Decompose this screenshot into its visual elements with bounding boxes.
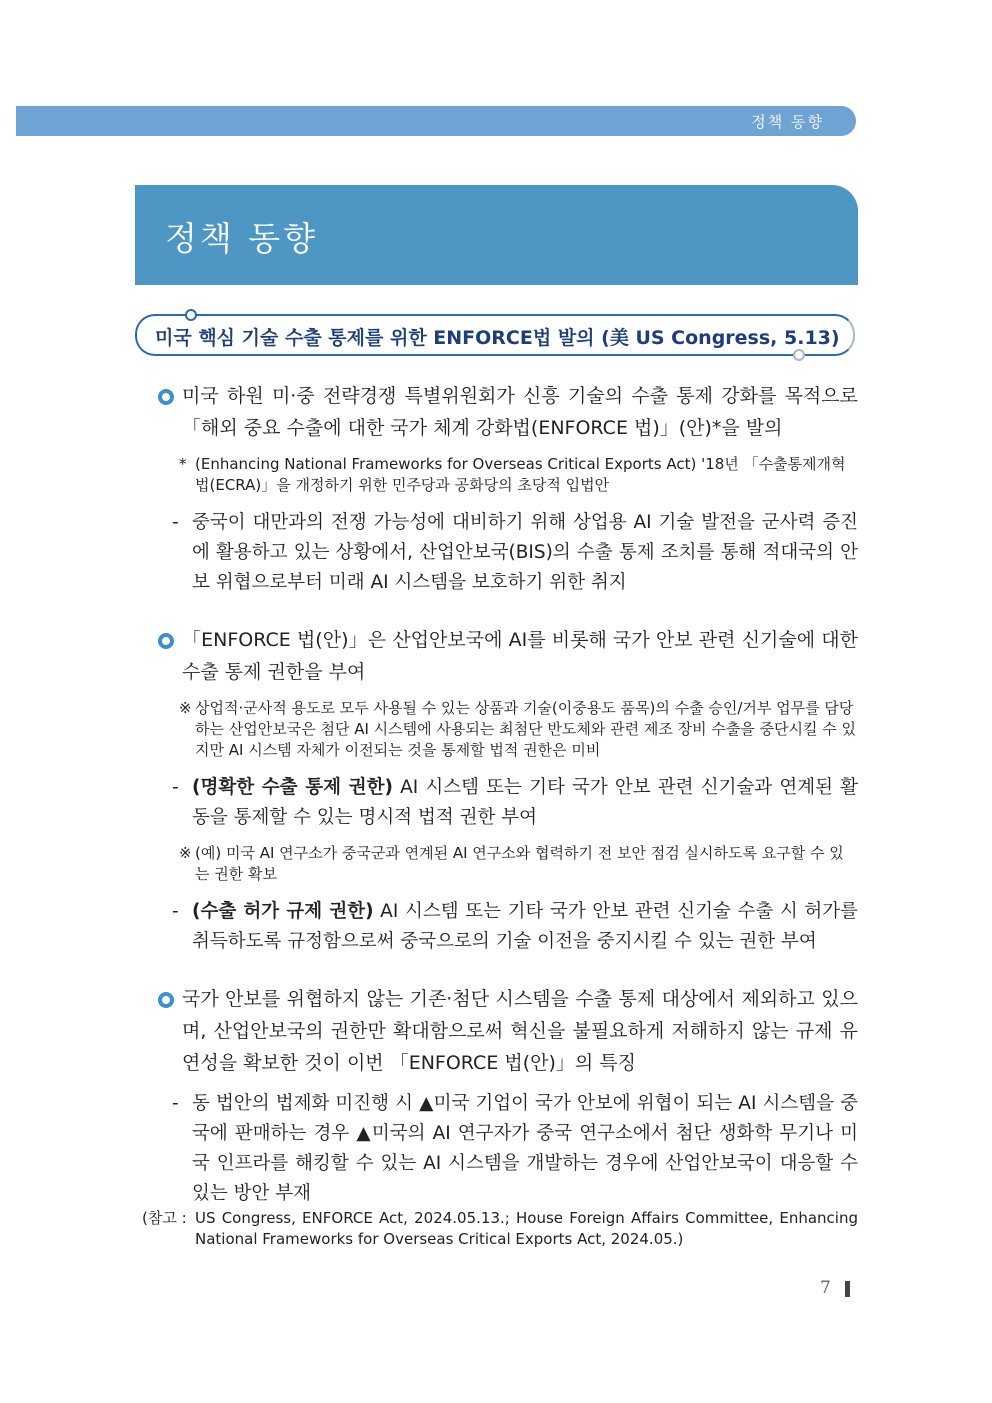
dash-mark: - <box>172 901 179 922</box>
circle-bullet-icon <box>158 389 174 405</box>
page-title: 정책 동향 <box>165 219 319 258</box>
dash-item <box>155 508 858 598</box>
page-marker-bar <box>845 1281 850 1297</box>
bullet-text: 미국 하원 미·중 전략경쟁 특별위원회가 신흥 기술의 수출 통제 강화를 목적으로 「해외 중요 수출에 대한 국가 체계 강화법(ENFORCE 법)」(안)*을 발의 <box>182 385 858 439</box>
dash-heading: (명확한 수출 통제 권한) <box>192 777 393 798</box>
footnote-text: (예) 미국 AI 연구소가 중국군과 연계된 AI 연구소와 협력하기 전 보안 점검 실시하도록 요구할 수 있는 권한 확보 <box>195 844 844 883</box>
footnote-text: 상업적·군사적 용도로 모두 사용될 수 있는 상품과 기술(이중용도 품목)의 수출 승인/거부 업무를 담당하는 산업안보국은 첨단 AI 시스템에 사용되는 최첨단 반도체와 관련 제조 장비 수출을 중단시킬 수 있지만 AI 시스템 자체가 이전되는 것을 통제할 법적 권한은 미비 <box>195 699 857 759</box>
dash-text: AI 시스템 또는 기타 국가 안보 관련 신기술과 연계된 활동을 통제할 수 있는 명시적 법적 권한 부여 <box>192 777 858 828</box>
footnote-text: (Enhancing National Frameworks for Overseas Critical Exports Act) '18년 「수출통제개혁법(ECRA)」을 개정하기 위한 민주당과 공화당의 초당적 입법안 <box>195 455 846 494</box>
circle-bullet-icon <box>158 633 174 649</box>
dash-text: AI 시스템 또는 기타 국가 안보 관련 신기술 수출 시 허가를 취득하도록 규정함으로써 중국으로의 기술 이전을 중지시킬 수 있는 권한 부여 <box>192 901 859 952</box>
section-title: 미국 핵심 기술 수출 통제를 위한 ENFORCE법 발의 (美 US Congress, 5.13) <box>155 327 840 349</box>
footnote <box>155 698 858 761</box>
dash-mark: - <box>172 777 179 798</box>
hero-banner <box>135 185 858 285</box>
reference-label: (참고 : <box>142 1209 187 1227</box>
dash-heading: (수출 허가 규제 권한) <box>192 901 374 922</box>
footnote <box>155 843 858 885</box>
section-title-frame <box>135 314 855 356</box>
dash-mark: - <box>172 512 179 533</box>
reference-text: US Congress, ENFORCE Act, 2024.05.13.; House Foreign Affairs Committee, Enhancing National Frameworks for Overseas Critical Exports Act, 2024.05.) <box>195 1209 858 1248</box>
page-number: 7 <box>820 1278 831 1298</box>
bullet-item <box>155 983 858 1079</box>
dash-text: 동 법안의 법제화 미진행 시 ▲미국 기업이 국가 안보에 위협이 되는 AI 시스템을 중국에 판매하는 경우 ▲미국의 AI 연구자가 중국 연구소에서 첨단 생화학 무기나 미국 인프라를 해킹할 수 있는 AI 시스템을 개발하는 경우에 산업안보국이 대응할 수 있는 방안 부재 <box>192 1093 858 1204</box>
asterisk-mark: * <box>179 455 187 473</box>
bullet-text: 국가 안보를 위협하지 않는 기존·첨단 시스템을 수출 통제 대상에서 제외하고 있으며, 산업안보국의 권한만 확대함으로써 혁신을 불필요하게 저해하지 않는 규제 유연성을 확보한 것이 이번 「ENFORCE 법(안)」의 특징 <box>182 988 858 1074</box>
bullet-text: 「ENFORCE 법(안)」은 산업안보국에 AI를 비롯해 국가 안보 관련 신기술에 대한 수출 통제 권한을 부여 <box>182 629 858 683</box>
reference-mark: ※ <box>179 699 192 717</box>
dash-item <box>155 1089 858 1209</box>
bullet-item <box>155 380 858 444</box>
dash-item <box>155 773 858 833</box>
footnote <box>155 454 858 496</box>
reference-note <box>142 1208 858 1250</box>
dash-item <box>155 897 858 957</box>
dash-text: 중국이 대만과의 전쟁 가능성에 대비하기 위해 상업용 AI 기술 발전을 군사력 증진에 활용하고 있는 상황에서, 산업안보국(BIS)의 수출 통제 조치를 통해 적대국의 안보 위협으로부터 미래 AI 시스템을 보호하기 위한 취지 <box>192 512 858 593</box>
header-band <box>16 106 856 136</box>
circle-bullet-icon <box>158 992 174 1008</box>
article-body <box>155 380 858 1219</box>
dash-mark: - <box>172 1093 179 1114</box>
header-band-label: 정책 동향 <box>751 113 824 131</box>
bullet-item <box>155 624 858 688</box>
reference-mark: ※ <box>179 844 192 862</box>
